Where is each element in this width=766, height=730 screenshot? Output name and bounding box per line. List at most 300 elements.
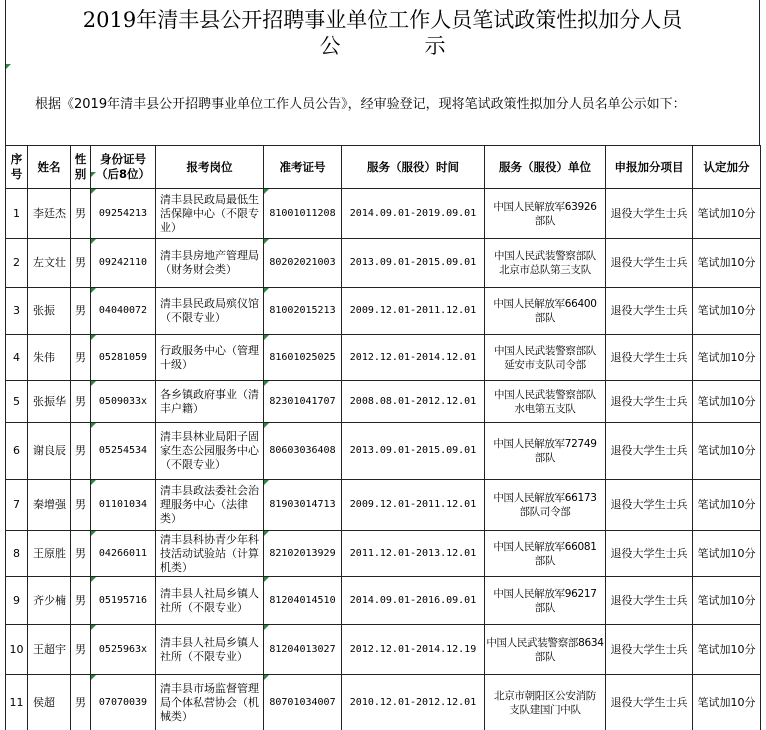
cell-text: 2011.12.01-2013.12.01 bbox=[349, 547, 477, 559]
cell-line: （不限专业） bbox=[160, 458, 226, 471]
cell-unit bbox=[485, 423, 606, 480]
cell-text: 男 bbox=[75, 695, 86, 709]
cell-text: 2013.09.01-2015.09.01 bbox=[349, 257, 477, 268]
cell-error-indicator bbox=[91, 531, 96, 536]
cell-exam-no bbox=[264, 335, 342, 381]
cell-text: 男 bbox=[75, 498, 86, 511]
cell-name bbox=[28, 423, 71, 480]
cell-gender bbox=[71, 480, 91, 531]
cell-error-indicator bbox=[91, 335, 96, 340]
cell-text: 笔试加10分 bbox=[697, 642, 756, 656]
cell-text: 5 bbox=[13, 394, 20, 408]
cell-text: 退役大学生士兵 bbox=[610, 206, 688, 220]
cell-id bbox=[91, 239, 156, 288]
cell-gender bbox=[71, 189, 91, 239]
cell-text: 4 bbox=[13, 350, 20, 364]
header-item bbox=[606, 146, 693, 189]
cell-period bbox=[342, 288, 485, 335]
cell-text: 2009.12.01-2011.12.01 bbox=[349, 305, 477, 316]
cell-bonus bbox=[693, 577, 761, 625]
cell-line: 类） bbox=[160, 512, 182, 525]
cell-error-indicator bbox=[91, 239, 96, 244]
cell-line: 中国人民武装警察部8634 bbox=[486, 636, 604, 649]
header-label: 申报加分项目 bbox=[614, 159, 684, 174]
header-label: 号 bbox=[10, 167, 23, 181]
cell-text: 男 bbox=[75, 350, 86, 364]
header-label: 认定加分 bbox=[703, 159, 750, 174]
cell-text: 李廷杰 bbox=[33, 206, 66, 220]
cell-text: 9 bbox=[13, 593, 20, 607]
cell-post bbox=[156, 577, 264, 625]
cell-error-indicator bbox=[91, 172, 96, 177]
cell-error-indicator bbox=[91, 423, 96, 428]
cell-text: 王原胜 bbox=[33, 546, 66, 560]
header-label: 序 bbox=[10, 152, 23, 166]
cell-item bbox=[606, 675, 693, 730]
cell-line: 行政服务中心（管理 bbox=[160, 343, 259, 357]
cell-post bbox=[156, 531, 264, 577]
cell-no bbox=[6, 625, 28, 675]
cell-line: 清丰县人社局乡镇人 bbox=[160, 635, 259, 649]
cell-gender bbox=[71, 288, 91, 335]
page-title-notice-label: 公 示 bbox=[319, 34, 446, 58]
cell-id bbox=[91, 381, 156, 423]
cell-text: 笔试加10分 bbox=[697, 593, 756, 607]
cell-gender bbox=[71, 675, 91, 730]
cell-line: 延安市支队司令部 bbox=[504, 358, 586, 371]
cell-unit bbox=[485, 480, 606, 531]
cell-bonus bbox=[693, 189, 761, 239]
cell-text: 左文壮 bbox=[33, 256, 66, 269]
cell-text: 2013.09.01-2015.09.01 bbox=[349, 445, 477, 456]
cell-bonus bbox=[693, 335, 761, 381]
cell-error-indicator bbox=[6, 64, 11, 69]
cell-text: 男 bbox=[75, 593, 86, 607]
cell-text: 退役大学生士兵 bbox=[610, 444, 688, 457]
cell-no bbox=[6, 675, 28, 730]
cell-text: 05195716 bbox=[98, 594, 148, 606]
cell-text: 81204013027 bbox=[269, 643, 336, 655]
cell-text: 退役大学生士兵 bbox=[610, 350, 688, 364]
cell-line: 清丰县房地产管理局 bbox=[160, 249, 259, 262]
cell-period bbox=[342, 480, 485, 531]
cell-exam-no bbox=[264, 288, 342, 335]
cell-no bbox=[6, 480, 28, 531]
cell-exam-no bbox=[264, 625, 342, 675]
cell-error-indicator bbox=[264, 239, 269, 244]
table-row bbox=[6, 625, 761, 675]
cell-text: 2014.09.01-2019.09.01 bbox=[349, 207, 477, 219]
cell-line: 十级） bbox=[160, 357, 193, 371]
cell-gender bbox=[71, 577, 91, 625]
cell-id bbox=[91, 189, 156, 239]
cell-error-indicator bbox=[264, 189, 269, 194]
cell-text: 侯超 bbox=[33, 695, 55, 709]
cell-id bbox=[91, 625, 156, 675]
cell-text: 7 bbox=[13, 498, 20, 511]
cell-text: 秦增强 bbox=[33, 498, 66, 511]
cell-name bbox=[28, 288, 71, 335]
table-row bbox=[6, 381, 761, 423]
cell-text: 笔试加10分 bbox=[697, 256, 756, 269]
cell-no bbox=[6, 531, 28, 577]
cell-line: 中国人民解放军96217 bbox=[493, 587, 597, 600]
cell-text: 退役大学生士兵 bbox=[610, 498, 688, 511]
cell-item bbox=[606, 189, 693, 239]
cell-text: 04040072 bbox=[98, 305, 148, 316]
cell-no bbox=[6, 288, 28, 335]
cell-line: 中国人民解放军66400 bbox=[493, 298, 597, 310]
cell-text: 3 bbox=[13, 304, 20, 317]
cell-line: 清丰县林业局阳子固 bbox=[160, 430, 259, 443]
cell-text: 8 bbox=[13, 546, 20, 560]
cell-text: 80603036408 bbox=[269, 445, 336, 456]
cell-exam-no bbox=[264, 381, 342, 423]
cell-no bbox=[6, 577, 28, 625]
cell-text: 笔试加10分 bbox=[697, 394, 756, 408]
cell-exam-no bbox=[264, 189, 342, 239]
cell-line: 水电第五支队 bbox=[514, 402, 576, 415]
cell-line: 理服务中心（法律 bbox=[160, 498, 248, 511]
cell-text: 2010.12.01-2012.12.01 bbox=[349, 696, 477, 708]
cell-line: 丰户籍） bbox=[160, 401, 204, 415]
cell-name bbox=[28, 531, 71, 577]
cell-exam-no bbox=[264, 531, 342, 577]
cell-unit bbox=[485, 189, 606, 239]
cell-line: 技活动试验站（计算 bbox=[160, 546, 259, 560]
cell-error-indicator bbox=[264, 577, 269, 582]
cell-period bbox=[342, 577, 485, 625]
cell-post bbox=[156, 480, 264, 531]
cell-unit bbox=[485, 675, 606, 730]
cell-item bbox=[606, 531, 693, 577]
cell-item bbox=[606, 381, 693, 423]
cell-gender bbox=[71, 335, 91, 381]
table-header-row bbox=[6, 146, 761, 189]
cell-text: 0509033x bbox=[98, 395, 148, 407]
cell-line: 机类） bbox=[160, 560, 193, 574]
cell-text: 男 bbox=[75, 206, 86, 220]
table-row bbox=[6, 288, 761, 335]
cell-name bbox=[28, 335, 71, 381]
header-gender bbox=[71, 146, 91, 189]
cell-text: 09242110 bbox=[98, 257, 148, 268]
cell-bonus bbox=[693, 239, 761, 288]
cell-unit bbox=[485, 531, 606, 577]
cell-name bbox=[28, 625, 71, 675]
cell-unit bbox=[485, 381, 606, 423]
cell-unit bbox=[485, 625, 606, 675]
cell-text: 81001011208 bbox=[269, 207, 336, 219]
cell-exam-no bbox=[264, 675, 342, 730]
cell-item bbox=[606, 239, 693, 288]
cell-text: 05254534 bbox=[98, 445, 148, 456]
cell-line: 中国人民解放军66173 bbox=[493, 492, 597, 504]
cell-unit bbox=[485, 577, 606, 625]
cell-text: 81903014713 bbox=[269, 499, 336, 510]
cell-line: 清丰县市场监督管理 bbox=[160, 681, 259, 695]
cell-line: 部队 bbox=[534, 601, 556, 614]
cell-text: 11 bbox=[9, 695, 24, 709]
cell-text: 男 bbox=[75, 642, 86, 656]
cell-text: 朱伟 bbox=[33, 350, 55, 364]
cell-unit bbox=[485, 335, 606, 381]
cell-period bbox=[342, 531, 485, 577]
cell-line: 清丰县民政局最低生 bbox=[160, 192, 259, 206]
cell-period bbox=[342, 625, 485, 675]
cell-line: 部队 bbox=[534, 554, 556, 567]
cell-line: 社所（不限专业） bbox=[160, 600, 248, 614]
table-row bbox=[6, 189, 761, 239]
cell-error-indicator bbox=[91, 625, 96, 630]
header-label: 别 bbox=[74, 167, 87, 181]
cell-text: 退役大学生士兵 bbox=[610, 394, 688, 408]
cell-error-indicator bbox=[264, 288, 269, 293]
cell-text: 男 bbox=[75, 444, 86, 457]
cell-line: 清丰县人社局乡镇人 bbox=[160, 586, 259, 600]
header-name bbox=[28, 146, 71, 189]
cell-post bbox=[156, 288, 264, 335]
cell-text: 张振华 bbox=[33, 394, 66, 408]
cell-bonus bbox=[693, 288, 761, 335]
cell-id bbox=[91, 531, 156, 577]
cell-gender bbox=[71, 625, 91, 675]
cell-line: 中国人民武装警察部队 bbox=[494, 388, 596, 401]
cell-text: 笔试加10分 bbox=[697, 304, 756, 317]
cell-text: 笔试加10分 bbox=[697, 546, 756, 560]
cell-text: 2012.12.01-2014.12.01 bbox=[349, 351, 477, 363]
cell-error-indicator bbox=[264, 335, 269, 340]
cell-period bbox=[342, 381, 485, 423]
cell-bonus bbox=[693, 531, 761, 577]
cell-line: 械类） bbox=[160, 709, 193, 723]
cell-error-indicator bbox=[264, 480, 269, 485]
cell-line: 部队 bbox=[534, 452, 556, 464]
cell-text: 2014.09.01-2016.09.01 bbox=[349, 594, 477, 606]
cell-error-indicator bbox=[264, 381, 269, 386]
table-row bbox=[6, 239, 761, 288]
cell-text: 谢良辰 bbox=[33, 444, 66, 457]
table-row bbox=[6, 675, 761, 730]
cell-unit bbox=[485, 239, 606, 288]
header-post bbox=[156, 146, 264, 189]
cell-period bbox=[342, 675, 485, 730]
cell-name bbox=[28, 675, 71, 730]
cell-text: 81002015213 bbox=[269, 305, 336, 316]
table-body bbox=[6, 189, 761, 730]
cell-error-indicator bbox=[91, 288, 96, 293]
cell-post bbox=[156, 189, 264, 239]
cell-text: 80202021003 bbox=[269, 257, 336, 268]
table-row bbox=[6, 335, 761, 381]
cell-no bbox=[6, 381, 28, 423]
cell-bonus bbox=[693, 480, 761, 531]
cell-post bbox=[156, 675, 264, 730]
cell-text: 王超宇 bbox=[33, 642, 66, 656]
cell-id bbox=[91, 288, 156, 335]
cell-post bbox=[156, 381, 264, 423]
cell-period bbox=[342, 239, 485, 288]
cell-error-indicator bbox=[91, 381, 96, 386]
cell-post bbox=[156, 335, 264, 381]
cell-line: （不限专业） bbox=[160, 311, 226, 324]
header-exam-no bbox=[264, 146, 342, 189]
cell-no bbox=[6, 423, 28, 480]
cell-line: 中国人民武装警察部队 bbox=[494, 250, 596, 262]
cell-line: 北京市朝阳区公安消防 bbox=[494, 689, 596, 702]
header-bonus bbox=[693, 146, 761, 189]
cell-text: 07070039 bbox=[98, 696, 148, 708]
cell-text: 2012.12.01-2014.12.19 bbox=[349, 643, 477, 655]
cell-name bbox=[28, 480, 71, 531]
cell-text: 退役大学生士兵 bbox=[610, 546, 688, 560]
cell-gender bbox=[71, 381, 91, 423]
cell-text: 82102013929 bbox=[269, 547, 336, 559]
table-row bbox=[6, 531, 761, 577]
cell-text: 退役大学生士兵 bbox=[610, 642, 688, 656]
cell-line: 业） bbox=[160, 220, 182, 234]
cell-bonus bbox=[693, 423, 761, 480]
cell-period bbox=[342, 335, 485, 381]
cell-line: 支队建国门中队 bbox=[509, 703, 581, 716]
cell-line: 家生态公园服务中心 bbox=[160, 444, 259, 457]
cell-post bbox=[156, 239, 264, 288]
cell-post bbox=[156, 423, 264, 480]
cell-text: 男 bbox=[75, 394, 86, 408]
cell-text: 09254213 bbox=[98, 207, 148, 219]
cell-text: 81601025025 bbox=[269, 351, 336, 363]
cell-id bbox=[91, 335, 156, 381]
cell-line: 北京市总队第三支队 bbox=[499, 264, 591, 276]
cell-text: 01101034 bbox=[98, 499, 148, 510]
page-title: 2019年清丰县公开招聘事业单位工作人员笔试政策性拟加分人员 bbox=[82, 8, 683, 32]
cell-error-indicator bbox=[264, 423, 269, 428]
header-unit bbox=[485, 146, 606, 189]
cell-line: 各乡镇政府事业（清 bbox=[160, 387, 259, 401]
cell-line: 部队 bbox=[534, 214, 556, 227]
cell-text: 退役大学生士兵 bbox=[610, 304, 688, 317]
cell-name bbox=[28, 189, 71, 239]
cell-gender bbox=[71, 531, 91, 577]
cell-text: 6 bbox=[13, 444, 20, 457]
cell-no bbox=[6, 189, 28, 239]
cell-bonus bbox=[693, 625, 761, 675]
cell-line: （财务财会类） bbox=[160, 263, 237, 276]
header-label: 报考岗位 bbox=[186, 159, 233, 174]
cell-error-indicator bbox=[264, 675, 269, 680]
cell-text: 2009.12.01-2011.12.01 bbox=[349, 499, 477, 510]
cell-error-indicator bbox=[264, 625, 269, 630]
cell-text: 退役大学生士兵 bbox=[610, 256, 688, 269]
cell-unit bbox=[485, 288, 606, 335]
cell-name bbox=[28, 577, 71, 625]
cell-line: 清丰县政法委社会治 bbox=[160, 484, 259, 497]
header-label: 服务（服役）单位 bbox=[499, 159, 591, 174]
cell-error-indicator bbox=[264, 531, 269, 536]
header-no bbox=[6, 146, 28, 189]
cell-text: 0525963x bbox=[98, 643, 148, 655]
cell-id bbox=[91, 577, 156, 625]
cell-item bbox=[606, 288, 693, 335]
header-label: 姓名 bbox=[37, 159, 61, 174]
cell-text: 笔试加10分 bbox=[697, 350, 756, 364]
cell-text: 张振 bbox=[33, 304, 55, 317]
cell-text: 2008.08.01-2012.12.01 bbox=[349, 395, 477, 407]
cell-no bbox=[6, 335, 28, 381]
cell-text: 1 bbox=[13, 206, 20, 220]
cell-error-indicator bbox=[91, 480, 96, 485]
cell-item bbox=[606, 577, 693, 625]
cell-item bbox=[606, 335, 693, 381]
cell-text: 齐少楠 bbox=[33, 593, 66, 607]
cell-text: 退役大学生士兵 bbox=[610, 695, 688, 709]
cell-post bbox=[156, 625, 264, 675]
table-row bbox=[6, 577, 761, 625]
cell-error-indicator bbox=[91, 577, 96, 582]
cell-text: 笔试加10分 bbox=[697, 206, 756, 220]
cell-exam-no bbox=[264, 239, 342, 288]
cell-line: 部队司令部 bbox=[519, 506, 571, 518]
cell-gender bbox=[71, 423, 91, 480]
cell-line: 中国人民解放军72749 bbox=[493, 438, 597, 450]
cell-exam-no bbox=[264, 423, 342, 480]
cell-text: 男 bbox=[75, 304, 86, 317]
header-label: 服务（服役）时间 bbox=[367, 159, 459, 174]
cell-line: 中国人民武装警察部队 bbox=[494, 344, 596, 357]
cell-line: 中国人民解放军63926 bbox=[493, 200, 597, 213]
cell-error-indicator bbox=[91, 675, 96, 680]
cell-error-indicator bbox=[91, 189, 96, 194]
cell-line: 社所（不限专业） bbox=[160, 649, 248, 663]
cell-line: 中国人民解放军66081 bbox=[493, 540, 597, 553]
header-id bbox=[91, 146, 156, 189]
cell-item bbox=[606, 423, 693, 480]
header-label: 性 bbox=[74, 152, 87, 166]
cell-name bbox=[28, 239, 71, 288]
cell-text: 笔试加10分 bbox=[697, 695, 756, 709]
cell-text: 退役大学生士兵 bbox=[610, 593, 688, 607]
cell-text: 05281059 bbox=[98, 351, 148, 363]
cell-text: 81204014510 bbox=[269, 594, 336, 606]
table-row bbox=[6, 480, 761, 531]
cell-name bbox=[28, 381, 71, 423]
cell-line: 清丰县科协青少年科 bbox=[160, 532, 259, 546]
cell-text: 笔试加10分 bbox=[697, 444, 756, 457]
cell-exam-no bbox=[264, 577, 342, 625]
cell-id bbox=[91, 480, 156, 531]
cell-text: 男 bbox=[75, 256, 86, 269]
cell-period bbox=[342, 423, 485, 480]
bonus-candidates-table bbox=[5, 145, 761, 730]
cell-text: 80701034007 bbox=[269, 696, 336, 708]
cell-bonus bbox=[693, 381, 761, 423]
cell-id bbox=[91, 675, 156, 730]
notice-text: 根据《2019年清丰县公开招聘事业单位工作人员公告》，经审验登记，现将笔试政策性拟加分人员名单公示如下： bbox=[35, 97, 686, 112]
cell-line: 部队 bbox=[534, 312, 556, 324]
cell-period bbox=[342, 189, 485, 239]
cell-text: 2 bbox=[13, 256, 20, 269]
table-row bbox=[6, 423, 761, 480]
cell-line: 活保障中心（不限专 bbox=[160, 206, 259, 220]
cell-line: 局个体私营协会（机 bbox=[160, 695, 259, 709]
cell-item bbox=[606, 480, 693, 531]
cell-text: 04266011 bbox=[98, 547, 148, 559]
cell-item bbox=[606, 625, 693, 675]
cell-id bbox=[91, 423, 156, 480]
header-period bbox=[342, 146, 485, 189]
cell-gender bbox=[71, 239, 91, 288]
cell-line: 清丰县民政局殡仪馆 bbox=[160, 297, 259, 310]
